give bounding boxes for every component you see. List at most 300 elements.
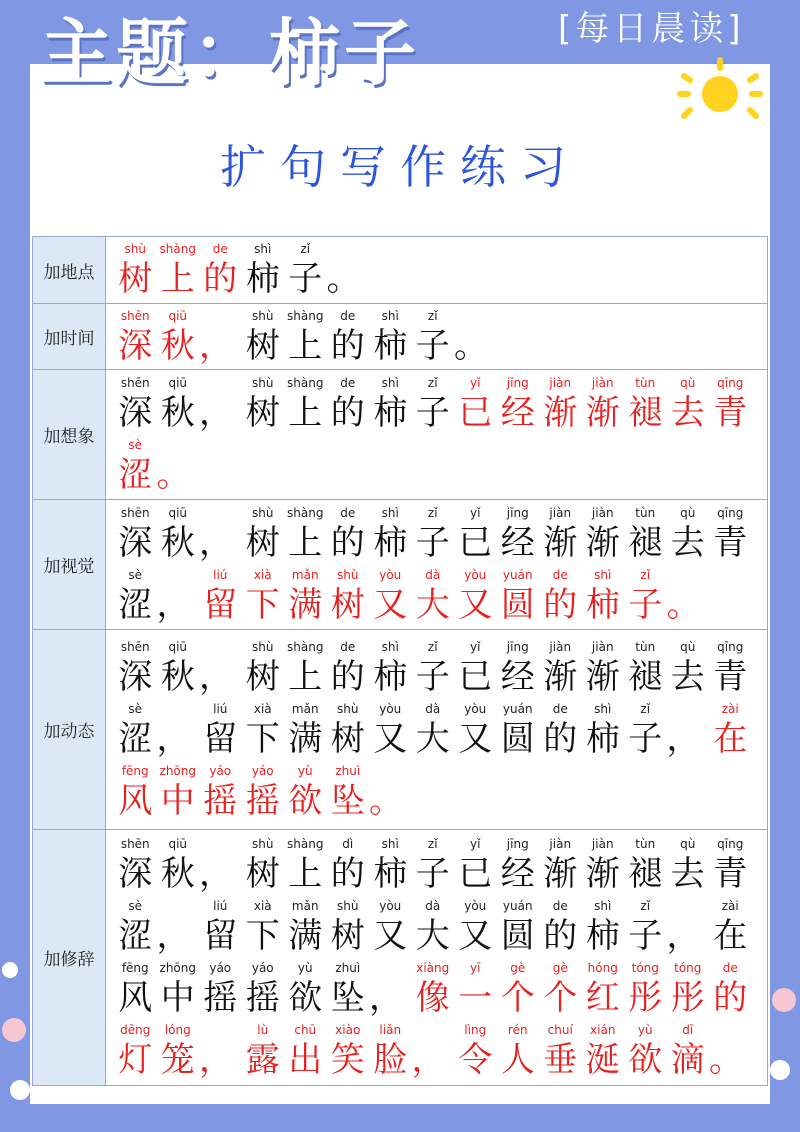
pinyin-text: shàng xyxy=(287,505,324,520)
hanzi-text: 去 xyxy=(670,392,705,433)
hanzi-text: 又 xyxy=(458,718,493,759)
character-cell xyxy=(667,375,710,435)
character-cell xyxy=(242,1022,285,1082)
hanzi-text: 秋 xyxy=(160,853,195,894)
pinyin-text: yòu xyxy=(464,898,487,913)
hanzi-text: 上 xyxy=(288,392,323,433)
hanzi-text: 子 xyxy=(415,656,450,697)
pinyin-text: zǐ xyxy=(640,701,651,716)
pinyin-text: jiàn xyxy=(549,639,572,654)
hanzi-text: 中 xyxy=(160,780,195,821)
hanzi-text: 又 xyxy=(458,584,493,625)
character-cell xyxy=(454,639,497,699)
pinyin-text: tóng xyxy=(674,960,702,975)
hanzi-text: 的 xyxy=(330,656,365,697)
character-cell xyxy=(582,898,625,958)
pinyin-text: zǐ xyxy=(427,505,438,520)
hanzi-text: 柿 xyxy=(373,656,408,697)
hanzi-text: ， xyxy=(199,392,233,433)
table-row xyxy=(33,829,767,1085)
hanzi-text: ， xyxy=(411,1039,446,1080)
character-cell xyxy=(454,836,497,896)
hanzi-text: 在 xyxy=(713,718,748,759)
sentence-line xyxy=(114,435,767,497)
hanzi-text: 上 xyxy=(288,656,323,697)
hanzi-text: 已 xyxy=(458,853,493,894)
hanzi-text: ， xyxy=(156,915,191,956)
pinyin-text: yǐ xyxy=(470,836,481,851)
character-cell xyxy=(412,505,455,565)
hanzi-text: 的 xyxy=(543,915,578,956)
hanzi-text: 涩 xyxy=(118,915,153,956)
character-cell xyxy=(667,701,710,761)
pinyin-text: qù xyxy=(680,375,696,390)
character-cell xyxy=(114,960,157,1020)
hanzi-text: 涩 xyxy=(118,584,153,625)
pinyin-text: tùn xyxy=(635,505,656,520)
hanzi-text: 树 xyxy=(330,915,365,956)
hanzi-text: 又 xyxy=(373,915,408,956)
sentence-line xyxy=(114,373,767,435)
character-cell xyxy=(454,505,497,565)
hanzi-text: 涎 xyxy=(585,1039,620,1080)
character-cell xyxy=(412,308,455,368)
character-cell xyxy=(539,960,582,1020)
pinyin-text: de xyxy=(340,308,356,323)
hanzi-text: 渐 xyxy=(585,853,620,894)
pinyin-text: sè xyxy=(128,567,143,582)
hanzi-text: 子 xyxy=(628,584,663,625)
character-cell xyxy=(667,505,710,565)
pinyin-text: shàng xyxy=(287,308,324,323)
character-cell xyxy=(497,836,540,896)
hanzi-text: 树 xyxy=(330,718,365,759)
pinyin-text: shì xyxy=(381,836,399,851)
hanzi-text: 。 xyxy=(326,259,361,299)
character-cell xyxy=(667,960,710,1020)
hanzi-text: 一 xyxy=(458,977,493,1018)
character-cell xyxy=(624,639,667,699)
character-cell xyxy=(369,308,412,368)
character-cell xyxy=(624,960,667,1020)
character-cell xyxy=(497,639,540,699)
flower-decoration-icon xyxy=(760,960,800,1130)
pinyin-text: xiàng xyxy=(416,960,450,975)
hanzi-text: 上 xyxy=(288,522,323,563)
pinyin-text: dì xyxy=(342,836,354,851)
hanzi-text: 青 xyxy=(713,656,748,697)
hanzi-text: 下 xyxy=(245,915,280,956)
hanzi-text: 上 xyxy=(288,325,323,366)
character-cell xyxy=(199,960,242,1020)
character-cell xyxy=(327,836,370,896)
pinyin-text: de xyxy=(340,375,356,390)
hanzi-text: 经 xyxy=(500,656,535,697)
character-cell xyxy=(327,701,370,761)
hanzi-text: 深 xyxy=(118,325,153,366)
hanzi-text: ， xyxy=(199,1039,233,1080)
hanzi-text: 柿 xyxy=(585,584,620,625)
hanzi-text: 欲 xyxy=(628,1039,663,1080)
character-cell xyxy=(582,701,625,761)
pinyin-text: shù xyxy=(252,375,274,390)
character-cell xyxy=(284,505,327,565)
hanzi-text: 渐 xyxy=(543,522,578,563)
character-cell xyxy=(624,567,667,627)
hanzi-text: 已 xyxy=(458,656,493,697)
hanzi-text: 摇 xyxy=(203,977,238,1018)
hanzi-text: 圆 xyxy=(500,915,535,956)
pinyin-text: tùn xyxy=(635,836,656,851)
character-cell xyxy=(114,763,157,823)
character-cell xyxy=(114,639,157,699)
hanzi-text: 青 xyxy=(713,522,748,563)
hanzi-text: 中 xyxy=(160,977,195,1018)
character-cell xyxy=(624,505,667,565)
character-cell xyxy=(497,567,540,627)
pinyin-text: xià xyxy=(253,898,272,913)
character-cell xyxy=(242,375,285,435)
character-cell xyxy=(667,1022,710,1082)
hanzi-text: 个 xyxy=(543,977,578,1018)
row-label: 加动态 xyxy=(33,630,106,829)
hanzi-text: 圆 xyxy=(500,584,535,625)
character-cell xyxy=(624,1022,667,1082)
character-cell xyxy=(454,960,497,1020)
character-cell xyxy=(327,375,370,435)
character-cell xyxy=(242,701,285,761)
pinyin-text: lù xyxy=(257,1022,269,1037)
section-subtitle: 扩句写作练习 xyxy=(220,140,580,194)
sentence-line xyxy=(114,503,767,565)
hanzi-text: 树 xyxy=(245,853,280,894)
pinyin-text: yáo xyxy=(251,960,274,975)
character-cell xyxy=(284,763,327,823)
character-cell xyxy=(412,1022,455,1082)
pinyin-text: shì xyxy=(594,898,612,913)
pinyin-text: shì xyxy=(594,701,612,716)
sentence-line xyxy=(114,306,767,368)
character-cell xyxy=(369,836,412,896)
pinyin-text: shì xyxy=(594,567,612,582)
pinyin-text: yáo xyxy=(209,960,232,975)
pinyin-text: zǐ xyxy=(640,567,651,582)
hanzi-text: 经 xyxy=(500,853,535,894)
pinyin-text: qiū xyxy=(168,505,188,520)
hanzi-text: 满 xyxy=(288,915,323,956)
character-cell xyxy=(284,639,327,699)
character-cell xyxy=(114,567,157,627)
character-cell xyxy=(454,567,497,627)
hanzi-text: 秋 xyxy=(160,392,195,433)
character-cell xyxy=(709,898,752,958)
hanzi-text: 柿 xyxy=(373,325,408,366)
pinyin-text: jiàn xyxy=(549,375,572,390)
sentence-content xyxy=(106,630,767,829)
sentence-line xyxy=(114,761,767,823)
character-cell xyxy=(709,960,752,1020)
pinyin-text: zǐ xyxy=(427,308,438,323)
character-cell xyxy=(114,898,157,958)
character-cell xyxy=(497,898,540,958)
character-cell xyxy=(624,898,667,958)
character-cell xyxy=(539,375,582,435)
pinyin-text: xiào xyxy=(335,1022,361,1037)
hanzi-text: 坠 xyxy=(330,977,365,1018)
hanzi-text: 涩 xyxy=(118,718,153,759)
pinyin-text: yòu xyxy=(379,567,402,582)
pinyin-text: shì xyxy=(381,375,399,390)
pinyin-text: shàng xyxy=(287,836,324,851)
character-cell xyxy=(114,701,157,761)
pinyin-text: de xyxy=(552,898,568,913)
hanzi-text: ， xyxy=(156,584,191,625)
character-cell xyxy=(327,763,370,823)
pinyin-text: yuán xyxy=(502,567,533,582)
character-cell xyxy=(539,836,582,896)
character-cell xyxy=(497,701,540,761)
character-cell xyxy=(284,241,327,301)
hanzi-text: 秋 xyxy=(160,325,195,366)
hanzi-text: 满 xyxy=(288,584,323,625)
pinyin-text: de xyxy=(212,242,228,256)
row-label: 加视觉 xyxy=(33,500,106,629)
character-cell xyxy=(624,836,667,896)
hanzi-text: 出 xyxy=(288,1039,323,1080)
sentence-line xyxy=(114,958,767,1020)
character-cell xyxy=(284,1022,327,1082)
hanzi-text: 渐 xyxy=(585,656,620,697)
hanzi-text: 子 xyxy=(415,392,450,433)
hanzi-text: ， xyxy=(199,325,233,366)
hanzi-text: 柿 xyxy=(373,853,408,894)
pinyin-text: liú xyxy=(213,567,228,582)
hanzi-text: 个 xyxy=(500,977,535,1018)
character-cell xyxy=(412,836,455,896)
character-cell xyxy=(199,1022,242,1082)
hanzi-text: 渐 xyxy=(543,853,578,894)
character-cell xyxy=(369,505,412,565)
table-row xyxy=(33,369,767,499)
hanzi-text: 褪 xyxy=(628,853,663,894)
character-cell xyxy=(242,898,285,958)
hanzi-text: 子 xyxy=(415,853,450,894)
hanzi-text: 渐 xyxy=(585,392,620,433)
hanzi-text: 大 xyxy=(415,915,450,956)
pinyin-text: yáo xyxy=(209,763,232,778)
hanzi-text: 灯 xyxy=(118,1039,153,1080)
pinyin-text: shù xyxy=(337,701,359,716)
hanzi-text: 彤 xyxy=(628,977,663,1018)
pinyin-text: qīng xyxy=(717,639,744,654)
sun-icon xyxy=(676,56,764,128)
pinyin-text: shēn xyxy=(120,375,150,390)
hanzi-text: 令 xyxy=(458,1039,493,1080)
hanzi-text: 圆 xyxy=(500,718,535,759)
hanzi-text: 柿 xyxy=(245,259,280,299)
pinyin-text: shù xyxy=(252,639,274,654)
character-cell xyxy=(412,701,455,761)
pinyin-text: lìng xyxy=(464,1022,487,1037)
hanzi-text: 的 xyxy=(330,853,365,894)
hanzi-text: 的 xyxy=(713,977,748,1018)
pinyin-text: shù xyxy=(252,505,274,520)
character-cell xyxy=(709,375,752,435)
character-cell xyxy=(539,898,582,958)
hanzi-text: 的 xyxy=(330,522,365,563)
sentence-line xyxy=(114,565,767,627)
character-cell xyxy=(157,437,200,497)
sentence-content xyxy=(106,304,767,369)
hanzi-text: 满 xyxy=(288,718,323,759)
hanzi-text: 的 xyxy=(330,325,365,366)
character-cell xyxy=(582,567,625,627)
hanzi-text: 下 xyxy=(245,718,280,759)
character-cell xyxy=(709,505,752,565)
hanzi-text: ， xyxy=(369,977,403,1018)
pinyin-text: chuí xyxy=(547,1022,573,1037)
character-cell xyxy=(284,701,327,761)
hanzi-text: 。 xyxy=(666,584,701,625)
hanzi-text: 柿 xyxy=(373,392,408,433)
pinyin-text: shēn xyxy=(120,639,150,654)
hanzi-text: 柿 xyxy=(585,718,620,759)
pinyin-text: de xyxy=(340,639,356,654)
pinyin-text: shù xyxy=(252,836,274,851)
pinyin-text: jiàn xyxy=(591,836,614,851)
pinyin-text: fēng xyxy=(121,960,149,975)
pinyin-text: zǐ xyxy=(640,898,651,913)
hanzi-text: 。 xyxy=(454,325,488,366)
hanzi-text: 子 xyxy=(628,915,663,956)
pinyin-text: zhōng xyxy=(159,960,196,975)
hanzi-text: 树 xyxy=(245,522,280,563)
hanzi-text: 的 xyxy=(203,259,238,299)
hanzi-text: 去 xyxy=(670,853,705,894)
character-cell xyxy=(709,1022,752,1082)
pinyin-text: dà xyxy=(425,567,441,582)
character-cell xyxy=(454,1022,497,1082)
character-cell xyxy=(242,763,285,823)
hanzi-text: ， xyxy=(666,718,701,759)
pinyin-text: shēn xyxy=(120,836,150,851)
pinyin-text: qù xyxy=(680,836,696,851)
pinyin-text: chū xyxy=(294,1022,317,1037)
character-cell xyxy=(284,567,327,627)
character-cell xyxy=(157,960,200,1020)
character-cell xyxy=(157,241,200,301)
pinyin-text: shēn xyxy=(120,308,150,323)
character-cell xyxy=(157,1022,200,1082)
pinyin-text: rén xyxy=(507,1022,528,1037)
character-cell xyxy=(327,308,370,368)
pinyin-text: yòu xyxy=(464,701,487,716)
character-cell xyxy=(327,898,370,958)
pinyin-text: qīng xyxy=(717,375,744,390)
character-cell xyxy=(199,701,242,761)
character-cell xyxy=(199,505,242,565)
hanzi-text: 的 xyxy=(543,718,578,759)
sentence-line xyxy=(114,239,767,301)
pinyin-text: gè xyxy=(552,960,568,975)
pinyin-text: qù xyxy=(680,505,696,520)
row-label: 加想象 xyxy=(33,370,106,499)
pinyin-text: jīng xyxy=(506,375,529,390)
pinyin-text: gè xyxy=(510,960,526,975)
hanzi-text: 渐 xyxy=(585,522,620,563)
pinyin-text: shàng xyxy=(287,639,324,654)
row-label: 加地点 xyxy=(33,237,106,303)
character-cell xyxy=(624,375,667,435)
sentence-content xyxy=(106,500,767,629)
pinyin-text: dēng xyxy=(120,1022,151,1037)
hanzi-text: 脸 xyxy=(373,1039,408,1080)
hanzi-text: 欲 xyxy=(288,780,323,821)
pinyin-text: jiàn xyxy=(591,639,614,654)
character-cell xyxy=(327,241,370,301)
hanzi-text: 又 xyxy=(458,915,493,956)
pinyin-text: yǐ xyxy=(470,505,481,520)
pinyin-text: qiū xyxy=(168,836,188,851)
hanzi-text: ， xyxy=(666,915,701,956)
hanzi-text: 秋 xyxy=(160,656,195,697)
hanzi-text: 露 xyxy=(245,1039,280,1080)
character-cell xyxy=(199,567,242,627)
table-row xyxy=(33,303,767,369)
hanzi-text: 。 xyxy=(369,780,403,821)
character-cell xyxy=(114,437,157,497)
character-cell xyxy=(199,763,242,823)
character-cell xyxy=(369,639,412,699)
hanzi-text: 摇 xyxy=(245,977,280,1018)
pinyin-text: zài xyxy=(721,701,739,716)
hanzi-text: 子 xyxy=(415,325,450,366)
pinyin-text: sè xyxy=(128,437,143,452)
pinyin-text: yǐ xyxy=(470,375,481,390)
pinyin-text: de xyxy=(340,505,356,520)
hanzi-text: 摇 xyxy=(245,780,280,821)
sentence-line xyxy=(114,637,767,699)
hanzi-text: 子 xyxy=(628,718,663,759)
character-cell xyxy=(327,960,370,1020)
pinyin-text: xià xyxy=(253,701,272,716)
character-cell xyxy=(709,639,752,699)
hanzi-text: 已 xyxy=(458,522,493,563)
character-cell xyxy=(667,836,710,896)
character-cell xyxy=(114,836,157,896)
pinyin-text: xià xyxy=(253,567,272,582)
hanzi-text: ， xyxy=(199,656,233,697)
pinyin-text: liú xyxy=(213,898,228,913)
character-cell xyxy=(199,241,242,301)
hanzi-text: 欲 xyxy=(288,977,323,1018)
character-cell xyxy=(157,639,200,699)
hanzi-text: 树 xyxy=(118,259,153,299)
pinyin-text: dà xyxy=(425,898,441,913)
hanzi-text: 红 xyxy=(585,977,620,1018)
pinyin-text: zǐ xyxy=(300,242,311,256)
character-cell xyxy=(412,898,455,958)
pinyin-text: yòu xyxy=(379,701,402,716)
character-cell xyxy=(412,567,455,627)
character-cell xyxy=(582,836,625,896)
pinyin-text: yī xyxy=(470,960,481,975)
pinyin-text: jiàn xyxy=(591,505,614,520)
pinyin-text: tóng xyxy=(631,960,659,975)
character-cell xyxy=(582,639,625,699)
pinyin-text: shù xyxy=(252,308,274,323)
character-cell xyxy=(327,639,370,699)
